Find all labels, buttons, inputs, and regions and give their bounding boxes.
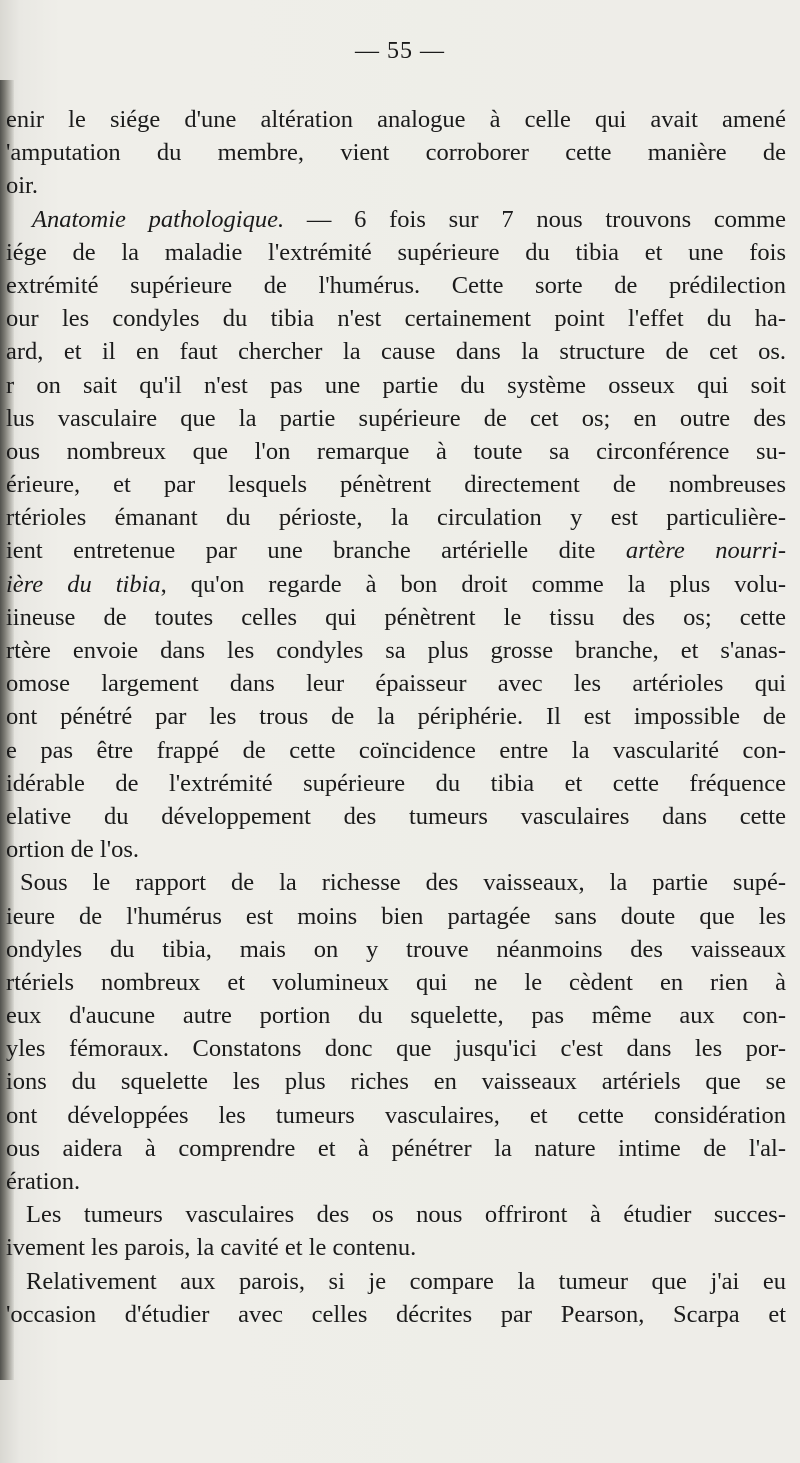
artery-line-rest: , qu'on regarde à bon droit comme la plus volu- — [160, 570, 786, 598]
text-line: eux d'aucune autre portion du squelette, pas même aux con- — [6, 1002, 786, 1030]
text-line: idérable de l'extrémité supérieure du tibia et cette fréquence — [6, 769, 786, 797]
text-line: e pas être frappé de cette coïncidence entre la vascularité con- — [6, 736, 786, 764]
text-line: ondyles du tibia, mais on y trouve néanmoins des vaisseaux — [6, 935, 786, 963]
text-line: iége de la maladie l'extrémité supérieure du tibia et une fois — [6, 238, 786, 266]
text-line: Les tumeurs vasculaires des os nous offriront à étudier succes- — [26, 1201, 786, 1229]
text-line: lus vasculaire que la partie supérieure de cet os; en outre des — [6, 404, 786, 432]
artery-name-part2: ière du tibia — [6, 570, 161, 598]
text-line: ont développées les tumeurs vasculaires, et cette considération — [6, 1101, 786, 1129]
text-line: 'occasion d'étudier avec celles décrites par Pearson, Scarpa et — [6, 1300, 786, 1328]
text-line: ération. — [6, 1168, 81, 1195]
text-line: omose largement dans leur épaisseur avec les artérioles qui — [6, 670, 786, 698]
section-heading: Anatomie pathologique. — [32, 205, 285, 233]
heading-rest: — 6 fois sur 7 nous trouvons comme — [284, 205, 786, 233]
text-line: ous nombreux que l'on remarque à toute sa circonférence su- — [6, 437, 786, 465]
text-line: ard, et il en faut chercher la cause dans la structure de cet os. — [6, 338, 786, 366]
text-line: iineuse de toutes celles qui pénètrent le tissu des os; cette — [6, 603, 786, 631]
text-line: extrémité supérieure de l'humérus. Cette sorte de prédilection — [6, 271, 786, 299]
text-line: ivement les parois, la cavité et le contenu. — [6, 1234, 417, 1262]
text-line: ortion de l'os. — [6, 836, 140, 864]
text-line: oir. — [6, 172, 38, 200]
text-line: elative du développement des tumeurs vasculaires dans cette — [6, 802, 786, 830]
text-line: rtère envoie dans les condyles sa plus grosse branche, et s'anas- — [6, 637, 786, 664]
page-number: — 55 — — [355, 38, 445, 64]
text-line-artery-cont — [6, 568, 786, 601]
text-line: enir le siége d'une altération analogue à celle qui avait amené — [6, 106, 786, 133]
text-line: our les condyles du tibia n'est certainement point l'effet du ha- — [6, 305, 786, 333]
text-line: r on sait qu'il n'est pas une partie du système osseux qui soit — [6, 371, 786, 399]
artery-line-start: ient entretenue par une branche artérielle dite — [6, 537, 626, 565]
text-line: rtériels nombreux et volumineux qui ne le cèdent en rien à — [6, 968, 786, 996]
body-text — [6, 103, 786, 1331]
text-line: rtérioles émanant du périoste, la circulation y est particulière- — [6, 504, 786, 532]
text-line: 'amputation du membre, vient corroborer cette manière de — [6, 139, 786, 167]
artery-name-part1: artère nourri- — [625, 537, 786, 565]
text-line: érieure, et par lesquels pénètrent directement de nombreuses — [6, 471, 786, 499]
text-line: ions du squelette les plus riches en vaisseaux artériels que se — [6, 1068, 786, 1096]
text-line-heading — [6, 203, 786, 236]
text-line-artery — [6, 534, 786, 567]
text-line: yles fémoraux. Constatons donc que jusqu'ici c'est dans les por- — [6, 1035, 786, 1063]
text-line: Sous le rapport de la richesse des vaisseaux, la partie supé- — [20, 869, 786, 897]
text-line: ous aidera à comprendre et à pénétrer la nature intime de l'al- — [6, 1134, 786, 1162]
text-line: ieure de l'humérus est moins bien partagée sans doute que les — [6, 902, 786, 930]
text-line: ont pénétré par les trous de la périphérie. Il est impossible de — [6, 703, 786, 731]
text-line: Relativement aux parois, si je compare la tumeur que j'ai eu — [26, 1267, 786, 1295]
